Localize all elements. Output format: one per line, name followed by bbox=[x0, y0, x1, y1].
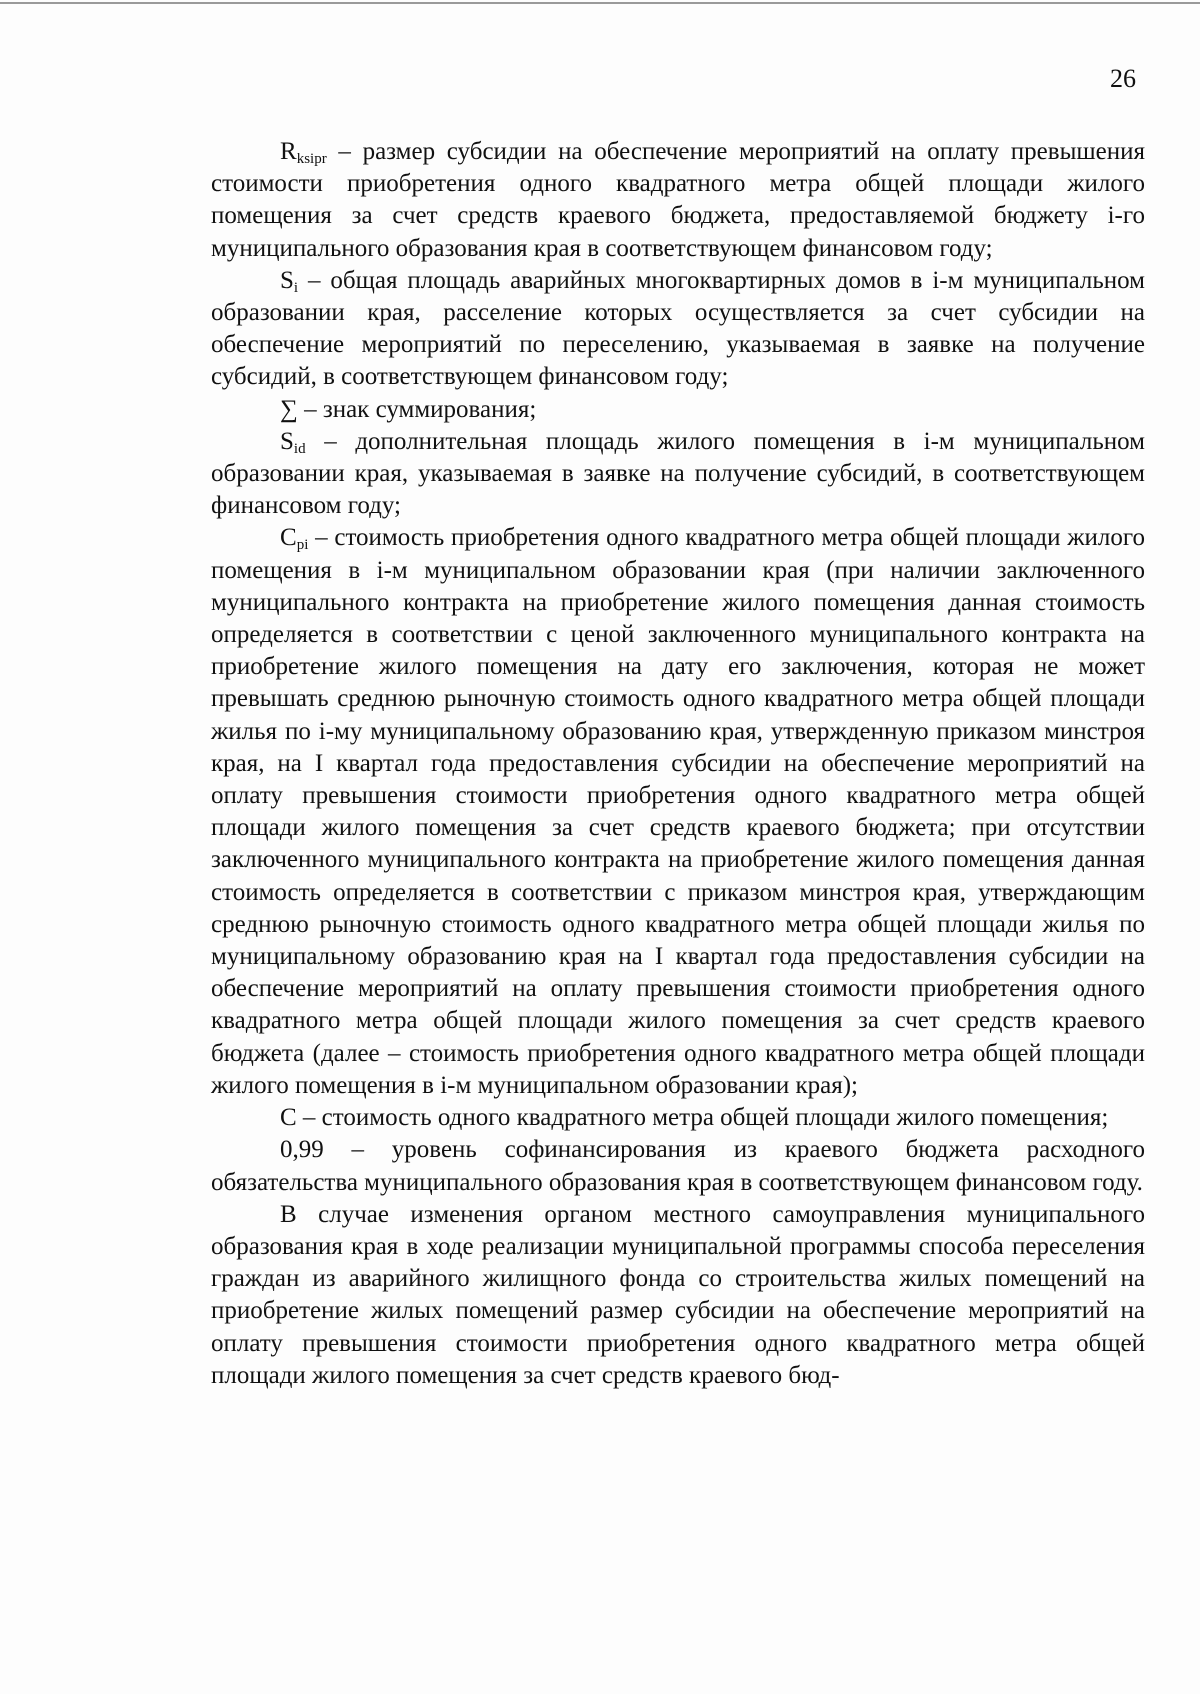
paragraph-text: В случае изменения органом местного самоуправления муниципального образования края в ходе реализации муниципальной программы способа переселения граждан из аварийного жилищного фонда со строительства жилых помещений на приобретение жилых помещений размер субсидии на обеспечение мероприятий на оплату превышения стоимости приобретения одного квадратного метра общей площади жилого помещения за счет средств краевого бюд- bbox=[211, 1200, 1145, 1389]
term-symbol: S bbox=[280, 266, 294, 294]
top-border-line bbox=[0, 2, 1200, 4]
page-number: 26 bbox=[1110, 64, 1136, 93]
paragraph-method-change bbox=[211, 1199, 1145, 1392]
term-definition: ∑ – знак суммирования; bbox=[280, 395, 537, 423]
paragraph-cofinancing-level bbox=[211, 1134, 1145, 1198]
term-symbol: S bbox=[280, 427, 294, 455]
term-subscript: id bbox=[293, 440, 306, 457]
term-definition: C – стоимость одного квадратного метра общей площади жилого помещения; bbox=[280, 1104, 1109, 1132]
paragraph-sid-definition bbox=[211, 426, 1145, 523]
term-definition: – размер субсидии на обеспечение мероприятий на оплату превышения стоимости приобретения одного квадратного метра общей площади жилого помещения за счет средств краевого бюджета, предоставляемой бюджету i-го муниципального образования края в соответствующем финансовом году; bbox=[211, 138, 1145, 262]
term-definition: 0,99 – уровень софинансирования из краевого бюджета расходного обязательства муниципального образования края в соответствующем финансовом году. bbox=[211, 1136, 1145, 1196]
paragraph-rksipr-definition bbox=[211, 136, 1145, 265]
paragraph-c-definition bbox=[211, 1102, 1145, 1134]
term-definition: – стоимость приобретения одного квадратного метра общей площади жилого помещения в i-м муниципальном образовании края (при наличии заключенного муниципального контракта на приобретение жилого помещения данная стоимость определяется в соответствии с ценой заключенного муниципального контракта на приобретение жилого помещения на дату его заключения, которая не может превышать среднюю рыночную стоимость одного квадратного метра общей площади жилья по i-му муниципальному образованию края, утвержденную приказом минстроя края, на I квартал года предоставления субсидии на обеспечение мероприятий на оплату превышения стоимости приобретения одного квадратного метра общей площади жилого помещения за счет средств краевого бюджета; при отсутствии заключенного муниципального контракта на приобретение жилого помещения данная стоимость определяется в соответствии с приказом минстроя края, утверждающим среднюю рыночную стоимость одного квадратного метра общей площади жилья по муниципальному образованию края на I квартал года предоставления субсидии на обеспечение мероприятий на оплату превышения стоимости приобретения одного квадратного метра общей площади жилого помещения за счет средств краевого бюджета (далее – стоимость приобретения одного квадратного метра общей площади жилого помещения в i-м муниципальном образовании края); bbox=[211, 524, 1145, 1099]
term-subscript: pi bbox=[296, 537, 309, 554]
term-definition: – дополнительная площадь жилого помещения в i-м муниципальном образовании края, указываемая в заявке на получение субсидий, в соответствующем финансовом году; bbox=[211, 427, 1145, 520]
term-definition: – общая площадь аварийных многоквартирных домов в i-м муниципальном образовании края, расселение которых осуществляется за счет субсидии на обеспечение мероприятий по переселению, указываемая в заявке на получение субсидий, в соответствующем финансовом году; bbox=[211, 266, 1145, 391]
paragraph-si-definition bbox=[211, 265, 1145, 394]
term-symbol: C bbox=[280, 524, 297, 552]
term-subscript: i bbox=[293, 279, 299, 296]
term-symbol: R bbox=[280, 138, 297, 165]
paragraph-sum-sign-definition bbox=[211, 394, 1145, 426]
paragraph-cpi-definition bbox=[211, 522, 1145, 1102]
term-subscript: ksipr bbox=[296, 151, 327, 167]
document-body bbox=[211, 136, 1145, 1392]
